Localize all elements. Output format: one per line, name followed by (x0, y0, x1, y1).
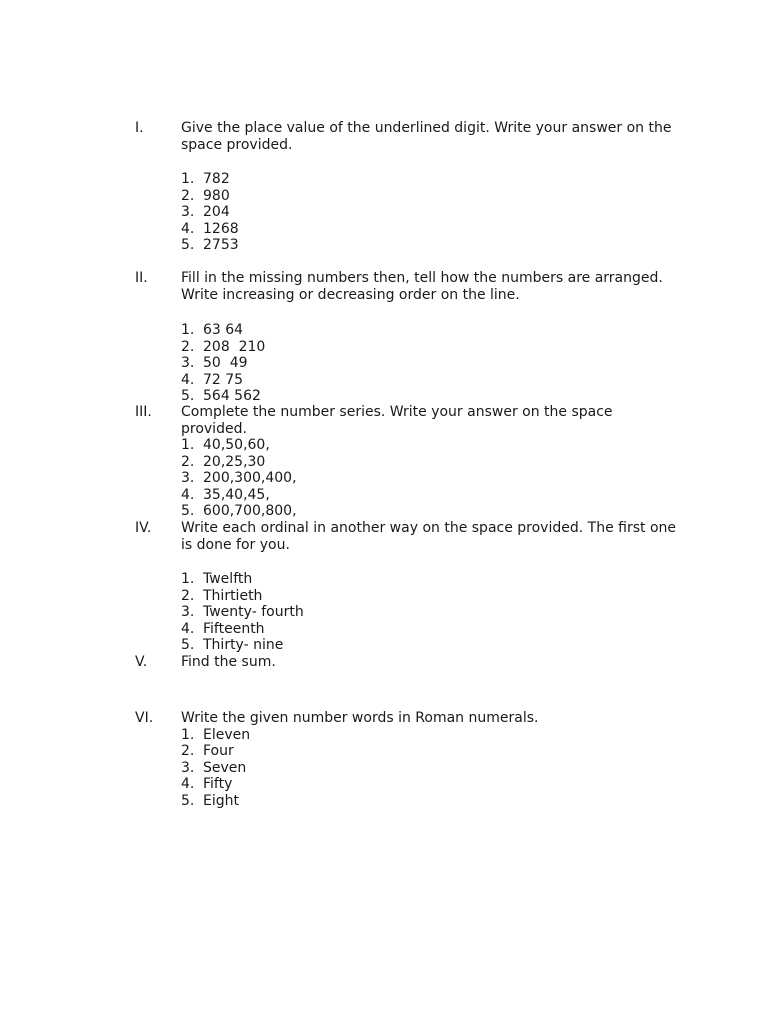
list-item (181, 743, 250, 760)
item-number: 2. (181, 338, 195, 355)
list-item (181, 188, 239, 205)
item-number: 4. (181, 486, 195, 503)
item-list (181, 727, 250, 810)
list-item (181, 503, 297, 520)
item-number: 1. (181, 171, 195, 187)
section-numeral: V. (135, 654, 148, 670)
item-number: 5. (181, 792, 195, 809)
item-text: 1268 (203, 220, 239, 237)
item-number: 4. (181, 776, 195, 793)
list-item (181, 637, 304, 654)
list-item (181, 588, 304, 605)
item-text: Eleven (203, 726, 251, 743)
list-item (181, 776, 250, 793)
section-numeral: IV. (135, 520, 152, 536)
item-text: 72 75 (203, 371, 244, 388)
section-numeral: VI. (135, 710, 154, 726)
item-text: Twenty- fourth (203, 604, 304, 621)
item-text: 208 210 (203, 338, 266, 355)
section-instruction: Find the sum. (181, 654, 276, 670)
item-number: 4. (181, 371, 195, 388)
item-number: 2. (181, 587, 195, 604)
list-item (181, 470, 297, 487)
item-number: 3. (181, 759, 195, 776)
item-text: 63 64 (203, 322, 244, 338)
item-text: 782 (203, 171, 230, 187)
list-item (181, 171, 239, 188)
item-text: Thirtieth (203, 587, 263, 604)
item-text: 40,50,60, (203, 437, 270, 453)
list-item (181, 604, 304, 621)
item-text: Seven (203, 759, 247, 776)
item-text: Thirty- nine (203, 637, 284, 654)
item-number: 4. (181, 220, 195, 237)
item-number: 4. (181, 620, 195, 637)
item-number: 2. (181, 187, 195, 204)
item-number: 1. (181, 571, 195, 587)
list-item (181, 727, 250, 744)
list-item (181, 388, 265, 405)
item-text: Fifteenth (203, 620, 265, 637)
item-text: 600,700,800, (203, 503, 297, 520)
list-item (181, 621, 304, 638)
item-list (181, 437, 297, 520)
item-text: Twelfth (203, 571, 253, 587)
item-text: Fifty (203, 776, 233, 793)
item-text: 200,300,400, (203, 470, 297, 487)
item-number: 1. (181, 437, 195, 453)
item-text: 980 (203, 187, 230, 204)
list-item (181, 204, 239, 221)
list-item (181, 322, 265, 339)
list-item (181, 487, 297, 504)
item-number: 1. (181, 726, 195, 743)
item-text: 35,40,45, (203, 486, 270, 503)
section-instruction: Complete the number series. Write your answer on the space provided. (181, 404, 613, 437)
item-number: 5. (181, 237, 195, 254)
list-item (181, 237, 239, 254)
item-text: Four (203, 743, 234, 760)
item-number: 5. (181, 388, 195, 405)
list-item (181, 221, 239, 238)
section-instruction: Write the given number words in Roman numerals. (181, 710, 539, 726)
section-numeral: I. (135, 120, 144, 136)
item-list (181, 571, 304, 654)
list-item (181, 793, 250, 810)
item-text: 204 (203, 204, 230, 221)
item-list (181, 171, 239, 254)
section-numeral: III. (135, 404, 152, 420)
item-number: 3. (181, 604, 195, 621)
item-number: 2. (181, 743, 195, 760)
item-text: Eight (203, 792, 239, 809)
item-number: 5. (181, 503, 195, 520)
item-number: 3. (181, 204, 195, 221)
list-item (181, 355, 265, 372)
item-text: 20,25,30 (203, 453, 266, 470)
section-numeral: II. (135, 270, 148, 286)
list-item (181, 437, 297, 454)
item-number: 1. (181, 322, 195, 338)
section-instruction: Fill in the missing numbers then, tell how the numbers are arranged. Write increasing or decreasing order on the line. (181, 270, 663, 303)
item-number: 3. (181, 470, 195, 487)
item-number: 2. (181, 453, 195, 470)
item-text: 50 49 (203, 355, 248, 372)
list-item (181, 372, 265, 389)
item-number: 3. (181, 355, 195, 372)
item-number: 5. (181, 637, 195, 654)
list-item (181, 339, 265, 356)
section-instruction: Give the place value of the underlined digit. Write your answer on the space provided. (181, 120, 672, 153)
list-item (181, 760, 250, 777)
section-instruction: Write each ordinal in another way on the space provided. The first one is done for you. (181, 520, 676, 553)
list-item (181, 571, 304, 588)
item-list (181, 322, 265, 405)
item-text: 564 562 (203, 388, 261, 405)
item-text: 2753 (203, 237, 239, 254)
list-item (181, 454, 297, 471)
